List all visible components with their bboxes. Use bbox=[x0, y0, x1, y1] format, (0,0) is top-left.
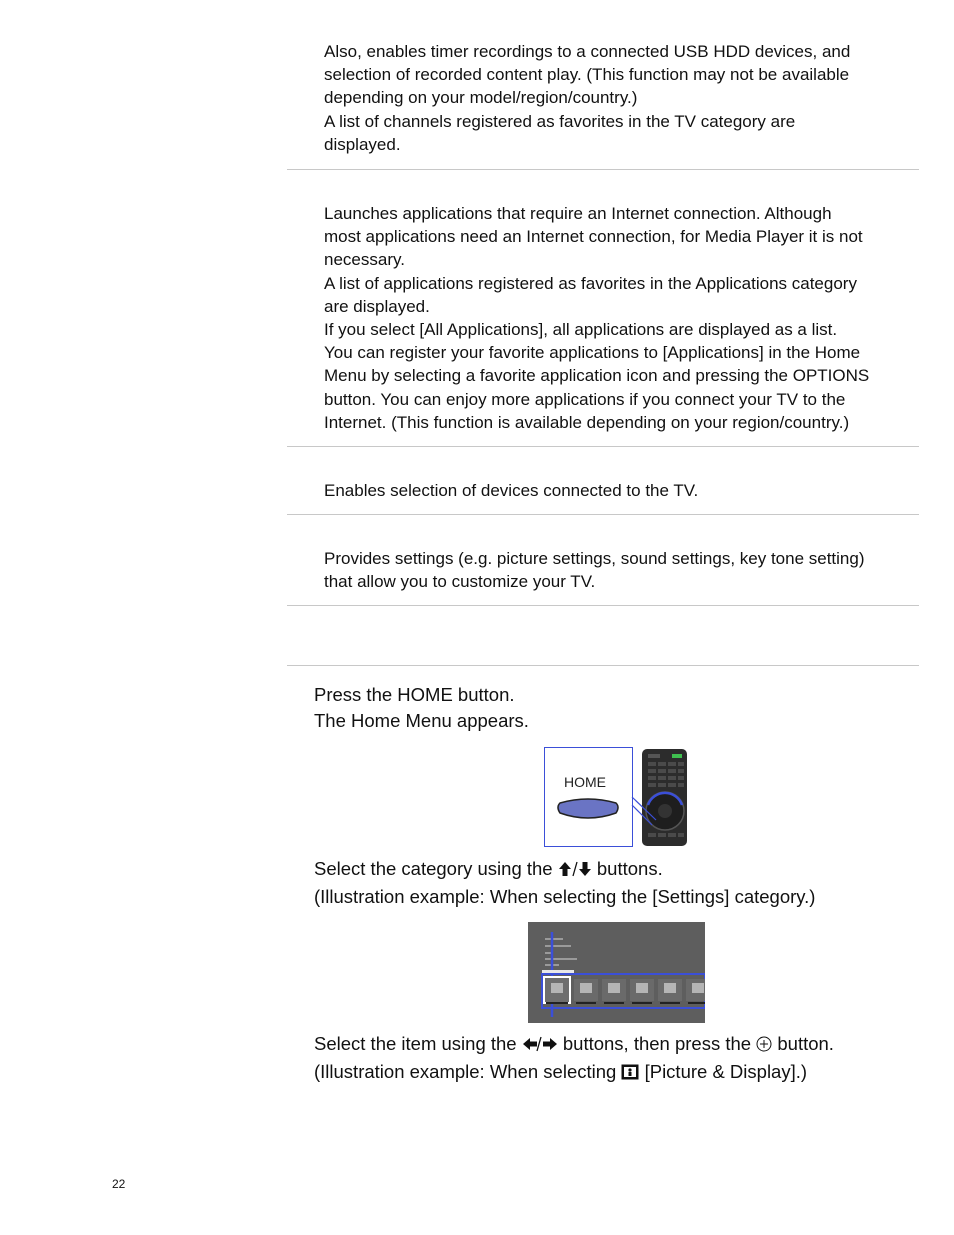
page-number: 22 bbox=[112, 1177, 126, 1191]
step-text: The Home Menu appears. bbox=[314, 709, 529, 731]
text-line: A list of channels registered as favorites in the TV category are bbox=[324, 111, 796, 131]
step-text: buttons, then press the bbox=[562, 1033, 752, 1054]
step-text: (Illustration example: When selecting the [Settings] category.) bbox=[314, 885, 816, 907]
divider bbox=[287, 605, 919, 606]
text-line: selection of recorded content play. (This function may not be available bbox=[324, 65, 850, 85]
picture-display-icon bbox=[621, 1061, 639, 1087]
home-button-illustration bbox=[544, 747, 689, 848]
left-right-arrows-icon bbox=[522, 1033, 558, 1059]
divider bbox=[287, 446, 919, 447]
text-line: necessary. bbox=[324, 250, 405, 270]
text-line: most applications need an Internet connection, for Media Player it is not bbox=[324, 227, 863, 247]
section-inputs-description bbox=[324, 479, 920, 502]
section-tv-description bbox=[324, 40, 920, 156]
step-text: button. bbox=[777, 1033, 834, 1054]
text-line: A list of applications registered as favorites in the Applications category bbox=[324, 273, 857, 293]
divider bbox=[287, 665, 919, 666]
home-label: HOME bbox=[564, 774, 606, 790]
step-text: (Illustration example: When selecting bbox=[314, 1060, 617, 1082]
step-text: [Picture & Display].) bbox=[644, 1060, 808, 1082]
step-1 bbox=[314, 682, 934, 733]
text-line: Also, enables timer recordings to a connected USB HDD devices, and bbox=[324, 42, 851, 61]
text-line: If you select [All Applications], all applications are displayed as a list. bbox=[324, 320, 838, 340]
divider bbox=[287, 169, 919, 170]
step-text: buttons. bbox=[596, 858, 663, 879]
text-line: Provides settings (e.g. picture settings, sound settings, key tone setting) bbox=[324, 549, 865, 568]
text-line: Enables selection of devices connected to the TV. bbox=[324, 481, 699, 500]
step-text: Press the HOME button. bbox=[314, 684, 515, 705]
text-line: Internet. (This function is available depending on your region/country.) bbox=[324, 412, 850, 432]
step-text: Select the item using the bbox=[314, 1033, 517, 1054]
step-2 bbox=[314, 856, 934, 909]
step-3 bbox=[314, 1031, 934, 1086]
text-line: displayed. bbox=[324, 134, 401, 154]
enter-circle-icon bbox=[756, 1033, 772, 1059]
text-line: You can register your favorite applications to [Applications] in the Home bbox=[324, 343, 861, 363]
text-line: Launches applications that require an Internet connection. Although bbox=[324, 204, 832, 223]
section-applications-description bbox=[324, 202, 920, 434]
text-line: depending on your model/region/country.) bbox=[324, 88, 638, 108]
text-line: that allow you to customize your TV. bbox=[324, 572, 596, 592]
text-line: Menu by selecting a favorite application icon and pressing the OPTIONS bbox=[324, 366, 870, 386]
home-menu-illustration bbox=[528, 922, 705, 1023]
step-text: Select the category using the bbox=[314, 858, 553, 879]
divider bbox=[287, 514, 919, 515]
up-down-arrows-icon bbox=[558, 858, 592, 884]
text-line: are displayed. bbox=[324, 296, 430, 316]
section-settings-description bbox=[324, 547, 920, 593]
text-line: button. You can enjoy more applications if you connect your TV to the bbox=[324, 389, 846, 409]
